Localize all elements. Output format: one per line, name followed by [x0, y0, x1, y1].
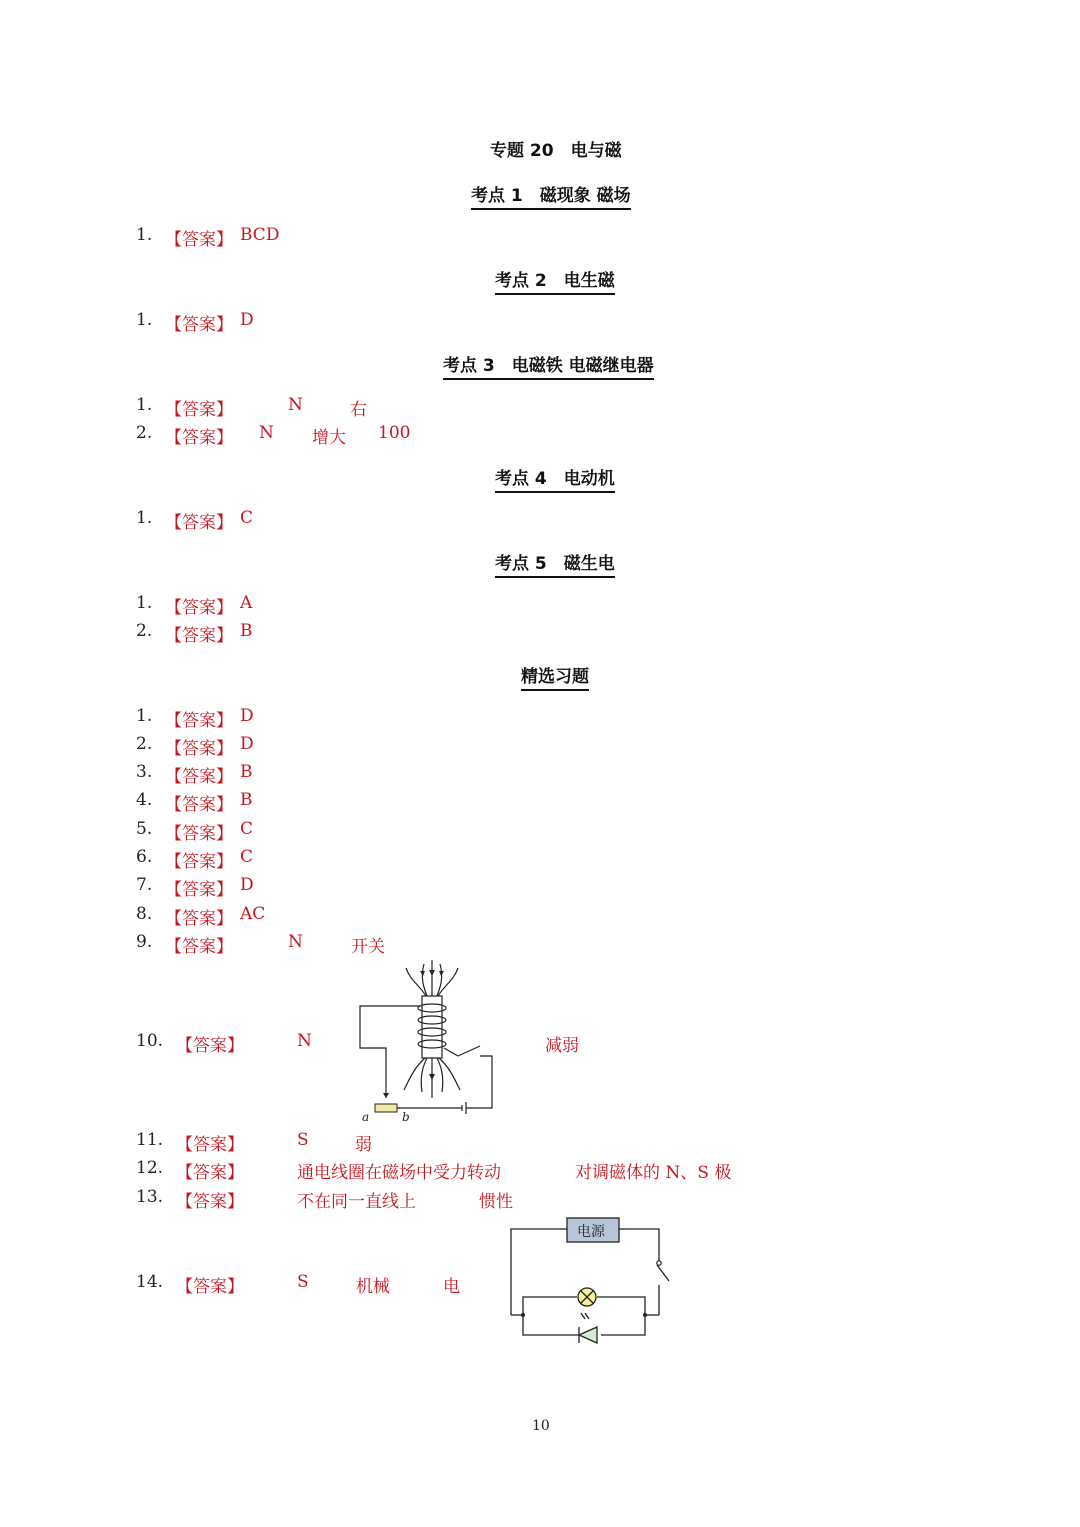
power-source-label: 电源 — [577, 1224, 605, 1240]
answer-value: 机械 — [356, 1277, 390, 1297]
rheostat-label-a: a — [362, 1110, 370, 1124]
answer-value: D — [240, 310, 254, 330]
item-number: 2. — [136, 621, 153, 641]
section-heading-practice: 精选习题 — [521, 662, 589, 691]
answer-value: 开关 — [351, 937, 385, 957]
item-number: 6. — [136, 847, 153, 867]
answer-value: AC — [240, 904, 266, 924]
item-number: 1. — [136, 593, 153, 613]
section-heading-4: 考点 4 电动机 — [495, 464, 615, 493]
answer-value: C — [240, 819, 254, 839]
answer-value: N — [259, 423, 274, 443]
item-number: 12. — [136, 1158, 164, 1178]
answer-label: 【答案】 — [165, 909, 233, 929]
answer-value: 100 — [378, 423, 411, 443]
answer-label: 【答案】 — [165, 315, 233, 335]
item-number: 11. — [136, 1130, 164, 1150]
answer-value: 惯性 — [479, 1192, 513, 1212]
answer-value: 右 — [350, 400, 367, 420]
item-number: 8. — [136, 904, 153, 924]
answer-value: B — [240, 762, 253, 782]
answer-value: 电 — [443, 1277, 460, 1297]
page-number: 10 — [532, 1418, 550, 1434]
answer-value: 不在同一直线上 — [297, 1192, 416, 1212]
answer-label: 【答案】 — [165, 767, 233, 787]
item-number: 2. — [136, 423, 153, 443]
item-number: 2. — [136, 734, 153, 754]
section-heading-5: 考点 5 磁生电 — [495, 549, 615, 578]
page-title: 专题 20 电与磁 — [490, 141, 622, 161]
answer-value: D — [240, 706, 254, 726]
answer-label: 【答案】 — [165, 852, 233, 872]
item-number: 1. — [136, 310, 153, 330]
answer-label: 【答案】 — [176, 1277, 244, 1297]
answer-label: 【答案】 — [165, 824, 233, 844]
item-number: 3. — [136, 762, 153, 782]
item-number: 14. — [136, 1272, 164, 1292]
item-number: 10. — [136, 1031, 164, 1051]
answer-value: N — [288, 932, 303, 952]
answer-value: 减弱 — [545, 1036, 579, 1056]
item-number: 1. — [136, 395, 153, 415]
item-number: 1. — [136, 706, 153, 726]
answer-value: N — [297, 1031, 312, 1051]
answer-value: S — [297, 1130, 309, 1150]
item-number: 5. — [136, 819, 153, 839]
answer-value: B — [240, 621, 253, 641]
answer-label: 【答案】 — [165, 795, 233, 815]
item-number: 7. — [136, 875, 153, 895]
answer-value: 弱 — [355, 1135, 372, 1155]
answer-label: 【答案】 — [165, 513, 233, 533]
answer-label: 【答案】 — [176, 1192, 244, 1212]
answer-value: B — [240, 790, 253, 810]
answer-value: 增大 — [312, 428, 346, 448]
section-heading-1: 考点 1 磁现象 磁场 — [471, 181, 631, 210]
item-number: 1. — [136, 508, 153, 528]
answer-label: 【答案】 — [176, 1036, 244, 1056]
answer-value: S — [297, 1272, 309, 1292]
answer-value: C — [240, 847, 254, 867]
answer-value: C — [240, 508, 254, 528]
answer-label: 【答案】 — [165, 428, 233, 448]
section-heading-3: 考点 3 电磁铁 电磁继电器 — [443, 351, 654, 380]
answer-label: 【答案】 — [165, 739, 233, 759]
answer-value: 对调磁体的 N、S 极 — [575, 1163, 732, 1183]
answer-value: BCD — [240, 225, 280, 245]
item-number: 9. — [136, 932, 153, 952]
answer-label: 【答案】 — [165, 230, 233, 250]
electromagnet-figure — [350, 958, 510, 1128]
answer-value: D — [240, 875, 254, 895]
item-number: 1. — [136, 225, 153, 245]
answer-label: 【答案】 — [165, 626, 233, 646]
answer-label: 【答案】 — [165, 400, 233, 420]
answer-value: N — [288, 395, 303, 415]
answer-label: 【答案】 — [176, 1135, 244, 1155]
answer-label: 【答案】 — [165, 880, 233, 900]
answer-label: 【答案】 — [165, 937, 233, 957]
rheostat-label-b: b — [402, 1110, 410, 1124]
answer-value: D — [240, 734, 254, 754]
answer-label: 【答案】 — [165, 711, 233, 731]
answer-label: 【答案】 — [176, 1163, 244, 1183]
answer-label: 【答案】 — [165, 598, 233, 618]
item-number: 4. — [136, 790, 153, 810]
section-heading-2: 考点 2 电生磁 — [495, 266, 615, 295]
item-number: 13. — [136, 1187, 164, 1207]
answer-value: 通电线圈在磁场中受力转动 — [297, 1163, 501, 1183]
answer-value: A — [240, 593, 253, 613]
